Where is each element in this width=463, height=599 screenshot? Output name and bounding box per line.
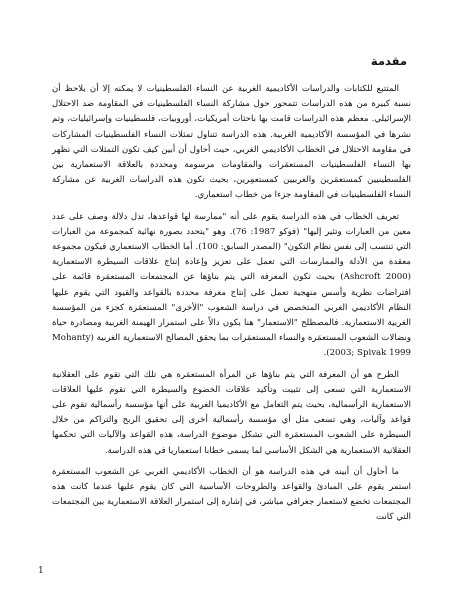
paragraph: ما أحاول أن أبينه في هذه الدراسة هو أن الخطاب الأكاديمي الغربي عن الشعوب المستعمَرة استمر يقوم على المبادئ والقواعد والطروحات الأساسية التي كان يقوم عليها عندما كانت هذه المجتمعات تخضع لاستعمار جغرافي مباشر، في إشارة إلى استمرار العلاقة الاستعمارية بين المجتمعات التي كانت xyxy=(52,466,411,523)
section-heading: مقدمة xyxy=(370,54,407,68)
paragraph: الطرح هو أن المعرفة التي يتم بناؤها عن المرأة المستعمَرة هي تلك التي تقوم على العقلانية الاستعمارية التي تسعى إلى تثبيت وتأكيد علاقات الخضوع والسيطرة التي تقوم عليها العلاقات الاستعمارية الرأسمالية، بحيث يتم التعامل مع الأكاديميا الغربية على أنها مؤسسة رأسمالية تقوم على قواعد وآليات، وهي تسعى مثل أي مؤسسة رأسمالية أخرى إلى تحقيق الربح والتراكم من خلال السيطرة على الشعوب المستعمَرة التي تشكل موضوع الدراسة، هذه القواعد والآليات التي تحكمها العقلانية الاستعمارية هي الشكل الأساسي لما يسمى خطابا استعماريا في هذه الدراسة. xyxy=(52,369,411,456)
page-number: 1 xyxy=(38,566,44,576)
paragraph: المتتبع للكتابات والدراسات الأكاديمية الغربية عن النساء الفلسطينيات لا يمكنه إلا أن يلاحظ أن نسبة كبيرة من هذه الدراسات تتمحور حول مشاركة النساء الفلسطينيات في المقاومة ضد الاحتلال الإسرائيلي. معظم هذه الدراسات قامت بها باحثات أمريكيات، أوروبيات، فلسطينيات وإسرائيليات، وتم نشرها في المؤسسة الأكاديمية الغربية. هذه الدراسة تتناول تمثلات النساء الفلسطينيات المشاركات في مقاومة الاحتلال في الخطاب الأكاديمي الغربي، حيث أحاول أن أبين كيف تكون التمثلات التي تظهر بها النساء الفلسطينيات المستعمَرات والمقاومات مرسومة ومحددة بالعلاقة الاستعمارية بين الفلسطينيين كمستعمَرين والغربيين كمستعمِرين، بحيث تكون هذه الدراسات الغربية عن مشاركة النساء الفلسطينيات في المقاومة جزءا من خطاب استعماري. xyxy=(52,84,411,201)
body-text xyxy=(52,82,411,532)
paragraph: تعريف الخطاب في هذه الدراسة يقوم على أنه "ممارسة لها قواعدها، تدل دلالة وصف على عدد معين من العبارات وتثير إليها" (فوكو 1987: 76). وهو "يتحدد بصورة نهائية كمجموعة من العبارات التي تنتسب إلى نفس نظام التكون" (المصدر السابق: 100). أما الخطاب الاستعماري فيكون مجموعة معقدة من الأدلة والممارسات التي تعمل على تعزيز وإعادة إنتاج علاقات السيطرة الاستعمارية (Ashcroft 2000) بحيث تكون المعرفة التي يتم بناؤها عن المجتمعات المستعمَرة قائمة على افتراضات نظرية وأسس منهجية تعمل على إنتاج معرفة محددة بالقواعد والقيود التي يقوم عليها النظام الأكاديمي الغربي المتخصص في دراسة الشعوب "الأخرى" المستعمَرة كجزء من المؤسسة الغربية الاستعمارية. فالمصطلح "الاستعمار" هنا يكون دالاً على استمرار الهيمنة الغربية ومصادرة حياة ونضالات الشعوب المستعمَرة والنساء المستعمَرات بما يحقق المصالح الاستعمارية الغربية (Mohanty 2003; Spivak 1999). xyxy=(52,211,411,359)
